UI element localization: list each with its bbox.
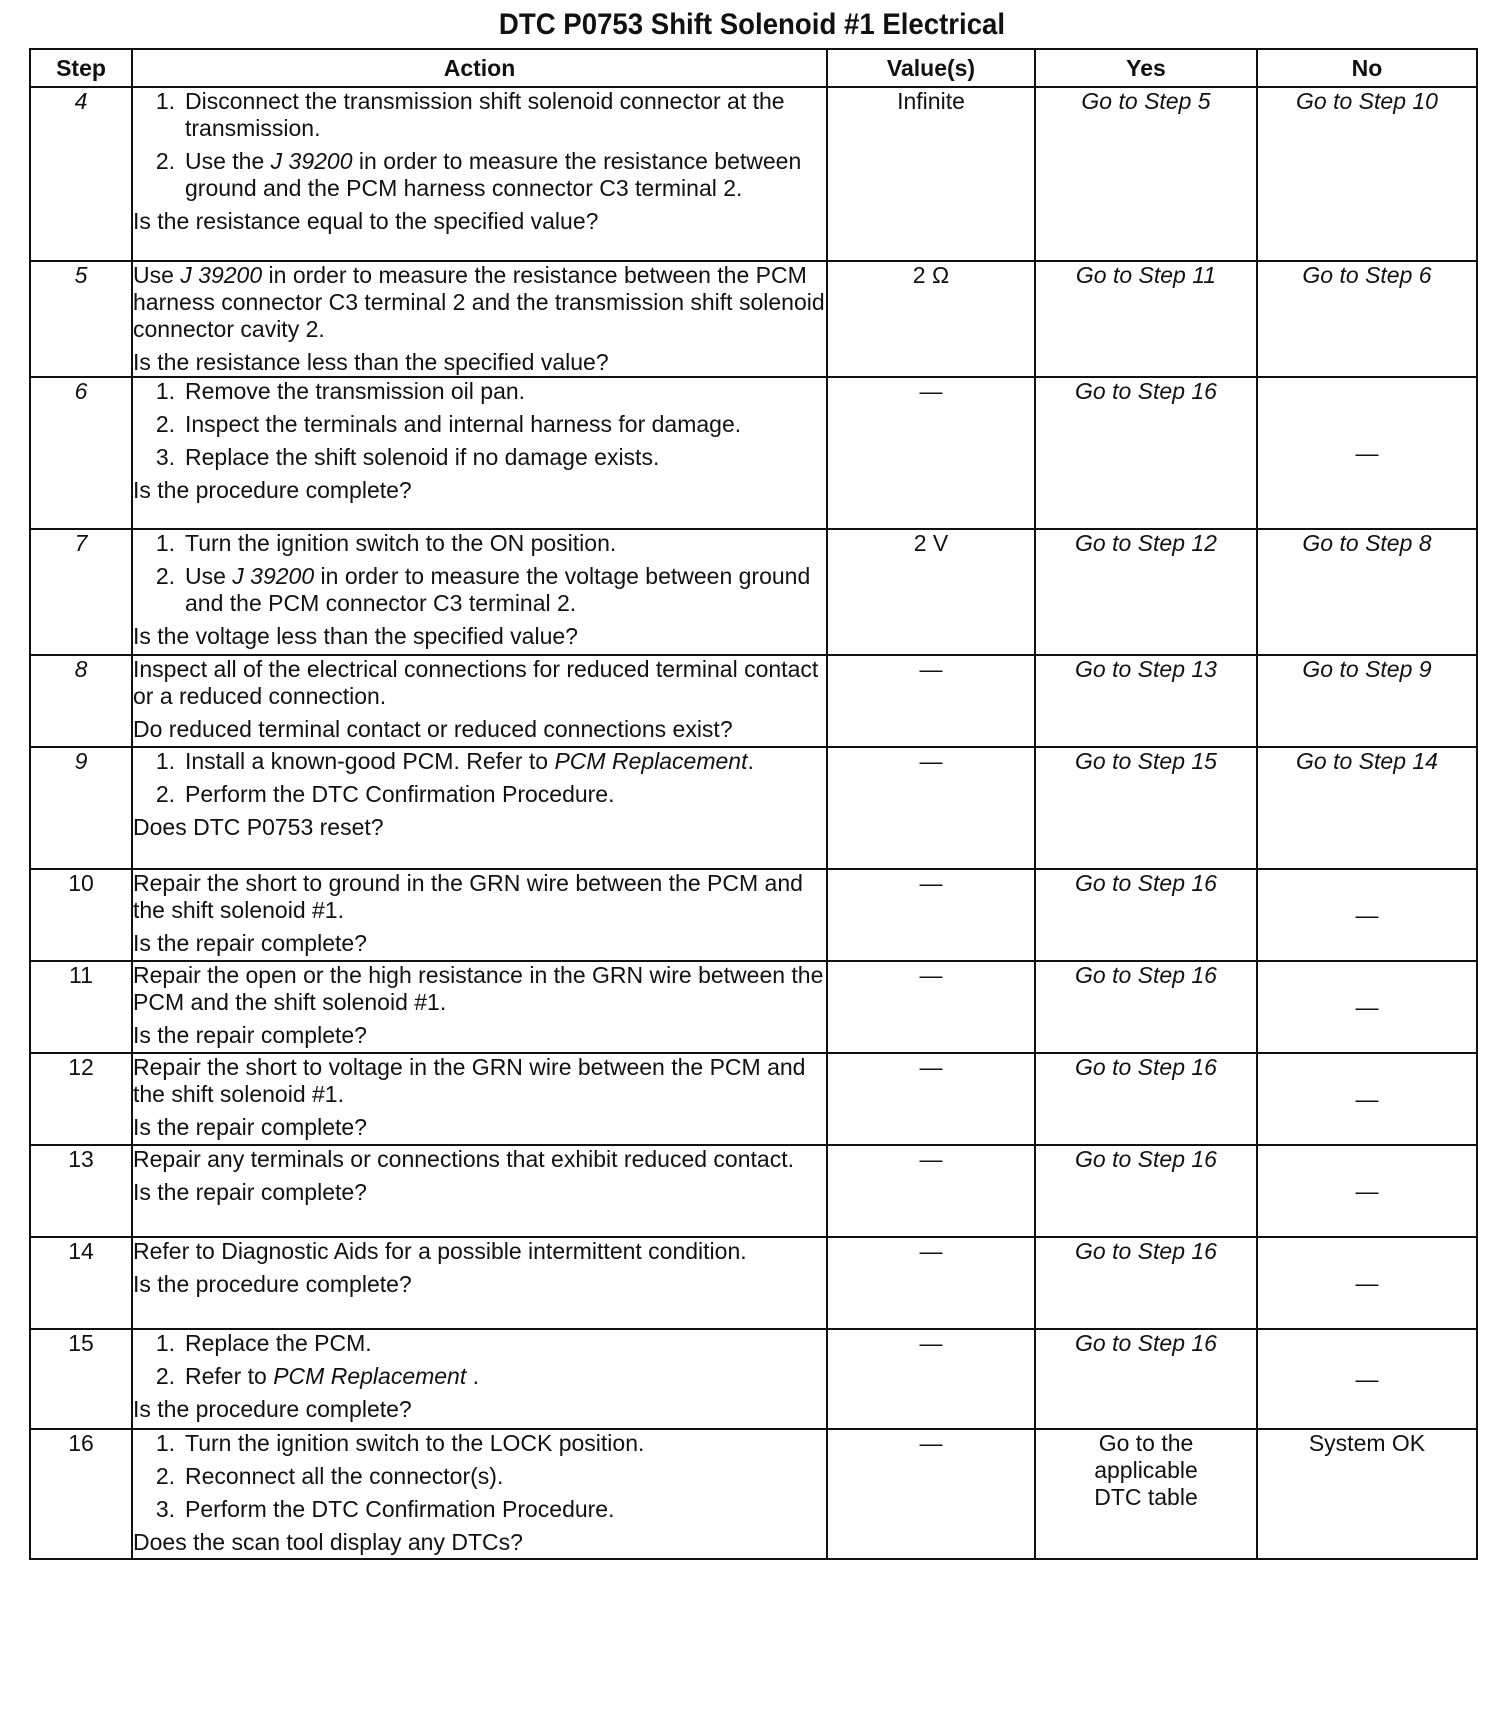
action-cell: [132, 261, 827, 377]
list-text: [185, 148, 826, 202]
value-cell: —: [827, 869, 1035, 961]
action-text-pre: Install a known-good PCM. Refer to: [185, 748, 555, 774]
value-cell: —: [827, 961, 1035, 1053]
action-text: Perform the DTC Confirmation Procedure.: [185, 1496, 615, 1522]
action-text-emphasis: J 39200: [180, 262, 263, 288]
action-text-pre: Use: [185, 563, 233, 589]
no-cell: —: [1257, 377, 1477, 529]
action-text-emphasis: J 39200: [232, 563, 315, 589]
action-list-item: [133, 1430, 826, 1457]
value-cell: —: [827, 655, 1035, 747]
table-row: [30, 1237, 1477, 1329]
diagnostic-table: [29, 48, 1478, 1560]
step-number: 16: [30, 1429, 132, 1559]
value-cell: 2 V: [827, 529, 1035, 655]
action-cell: [132, 87, 827, 261]
action-text: Inspect all of the electrical connections for reduced terminal contact or a reduced connection.: [133, 656, 819, 709]
action-text-emphasis: PCM Replacement: [554, 748, 748, 774]
action-text-pre: Refer to: [185, 1363, 274, 1389]
table-header-row: [30, 49, 1477, 87]
value-cell: —: [827, 1145, 1035, 1237]
action-cell: [132, 961, 827, 1053]
list-number: 1.: [155, 1330, 175, 1356]
action-list-item: [133, 378, 826, 405]
table-row: [30, 261, 1477, 377]
action-text: Disconnect the transmission shift solenoid connector at the transmission.: [185, 88, 785, 141]
action-text: Replace the PCM.: [185, 1330, 372, 1356]
action-list-item: [133, 444, 826, 471]
action-question: Is the repair complete?: [133, 1114, 367, 1140]
action-paragraph: [133, 656, 826, 710]
value-cell: —: [827, 1329, 1035, 1429]
action-list-item: [133, 748, 826, 775]
step-number: 7: [30, 529, 132, 655]
action-paragraph: [133, 962, 826, 1016]
action-question: Is the repair complete?: [133, 1179, 367, 1205]
list-number: 2.: [155, 781, 175, 807]
list-number: 1.: [155, 88, 175, 114]
header-step: Step: [30, 49, 132, 87]
step-number: 13: [30, 1145, 132, 1237]
action-list-item: [133, 781, 826, 808]
action-paragraph: [133, 262, 826, 343]
table-row: [30, 1329, 1477, 1429]
table-row: [30, 529, 1477, 655]
step-number: 11: [30, 961, 132, 1053]
no-cell: —: [1257, 1145, 1477, 1237]
table-row: [30, 1429, 1477, 1559]
action-cell: [132, 1329, 827, 1429]
yes-cell: Go to Step 13: [1035, 655, 1257, 747]
list-text: [185, 444, 826, 471]
action-text: Turn the ignition switch to the ON position.: [185, 530, 617, 556]
header-values: Value(s): [827, 49, 1035, 87]
action-question: Is the procedure complete?: [133, 1396, 412, 1422]
action-list-item: [133, 1463, 826, 1490]
step-number: 6: [30, 377, 132, 529]
action-list: [133, 1430, 826, 1523]
table-row: [30, 655, 1477, 747]
yes-cell: Go to Step 15: [1035, 747, 1257, 869]
yes-cell: Go to Step 16: [1035, 869, 1257, 961]
action-paragraph: [133, 1146, 826, 1173]
action-cell: [132, 1145, 827, 1237]
list-number: 2.: [155, 1463, 175, 1489]
action-list: [133, 378, 826, 471]
list-text: [185, 530, 826, 557]
table-row: [30, 377, 1477, 529]
table-row: [30, 87, 1477, 261]
step-number: 8: [30, 655, 132, 747]
list-text: [185, 1463, 826, 1490]
action-list-item: [133, 88, 826, 142]
action-text-post: in order to measure the voltage between ground and the PCM connector C3 terminal 2.: [185, 563, 811, 616]
yes-cell: Go to Step 5: [1035, 87, 1257, 261]
list-number: 1.: [155, 530, 175, 556]
action-text-emphasis: PCM Replacement: [273, 1363, 467, 1389]
step-number: 9: [30, 747, 132, 869]
table-row: [30, 1145, 1477, 1237]
list-text: [185, 781, 826, 808]
action-question: Is the resistance equal to the specified value?: [133, 208, 599, 234]
action-text-pre: Use the: [185, 148, 271, 174]
list-text: [185, 1330, 826, 1357]
list-number: 3.: [155, 444, 175, 470]
value-cell: —: [827, 1237, 1035, 1329]
action-text: Refer to Diagnostic Aids for a possible intermittent condition.: [133, 1238, 747, 1264]
action-paragraph: [133, 870, 826, 924]
action-cell: [132, 1237, 827, 1329]
header-yes: Yes: [1035, 49, 1257, 87]
action-cell: [132, 1429, 827, 1559]
action-question: Is the repair complete?: [133, 1022, 367, 1048]
list-text: [185, 563, 826, 617]
action-list-item: [133, 563, 826, 617]
action-text: Repair the open or the high resistance in the GRN wire between the PCM and the shift solenoid #1.: [133, 962, 824, 1015]
action-text: Repair the short to ground in the GRN wire between the PCM and the shift solenoid #1.: [133, 870, 803, 923]
action-text: Turn the ignition switch to the LOCK position.: [185, 1430, 645, 1456]
list-number: 2.: [155, 563, 175, 589]
table-row: [30, 869, 1477, 961]
action-question: Does the scan tool display any DTCs?: [133, 1529, 523, 1555]
no-cell: Go to Step 6: [1257, 261, 1477, 377]
action-text: Inspect the terminals and internal harness for damage.: [185, 411, 742, 437]
table-row: [30, 747, 1477, 869]
action-question: Is the procedure complete?: [133, 477, 412, 503]
action-text: Replace the shift solenoid if no damage exists.: [185, 444, 660, 470]
step-number: 14: [30, 1237, 132, 1329]
yes-cell: Go to Step 16: [1035, 377, 1257, 529]
table-row: [30, 961, 1477, 1053]
action-cell: [132, 655, 827, 747]
action-text-post: .: [466, 1363, 480, 1389]
action-list: [133, 1330, 826, 1390]
action-question: Is the voltage less than the specified value?: [133, 623, 578, 649]
no-cell: Go to Step 10: [1257, 87, 1477, 261]
value-cell: 2 Ω: [827, 261, 1035, 377]
list-text: [185, 1363, 826, 1390]
action-cell: [132, 869, 827, 961]
header-action: Action: [132, 49, 827, 87]
action-list-item: [133, 148, 826, 202]
step-number: 15: [30, 1329, 132, 1429]
action-text: Reconnect all the connector(s).: [185, 1463, 504, 1489]
action-paragraph: [133, 1054, 826, 1108]
list-number: 3.: [155, 1496, 175, 1522]
header-no: No: [1257, 49, 1477, 87]
yes-cell: Go to Step 16: [1035, 1053, 1257, 1145]
no-cell: Go to Step 8: [1257, 529, 1477, 655]
action-text: Repair any terminals or connections that exhibit reduced contact.: [133, 1146, 794, 1172]
action-text: Repair the short to voltage in the GRN wire between the PCM and the shift solenoid #1.: [133, 1054, 806, 1107]
action-question: Does DTC P0753 reset?: [133, 814, 384, 840]
no-cell: System OK: [1257, 1429, 1477, 1559]
no-cell: —: [1257, 1237, 1477, 1329]
no-cell: Go to Step 9: [1257, 655, 1477, 747]
step-number: 12: [30, 1053, 132, 1145]
value-cell: —: [827, 1053, 1035, 1145]
no-cell: —: [1257, 1329, 1477, 1429]
list-number: 2.: [155, 148, 175, 174]
action-text-emphasis: J 39200: [270, 148, 353, 174]
list-text: [185, 1496, 826, 1523]
no-cell: —: [1257, 961, 1477, 1053]
action-question: Is the repair complete?: [133, 930, 367, 956]
action-paragraph: [133, 1238, 826, 1265]
action-question: Is the resistance less than the specified value?: [133, 349, 609, 375]
list-text: [185, 748, 826, 775]
yes-cell: Go to the applicable DTC table: [1035, 1429, 1257, 1559]
yes-cell: Go to Step 16: [1035, 961, 1257, 1053]
action-cell: [132, 377, 827, 529]
list-text: [185, 1430, 826, 1457]
yes-cell: Go to Step 16: [1035, 1329, 1257, 1429]
action-text: Remove the transmission oil pan.: [185, 378, 526, 404]
yes-cell: Go to Step 12: [1035, 529, 1257, 655]
action-list-item: [133, 1496, 826, 1523]
list-number: 1.: [155, 378, 175, 404]
yes-cell: Go to Step 16: [1035, 1237, 1257, 1329]
list-text: [185, 411, 826, 438]
page-title: DTC P0753 Shift Solenoid #1 Electrical: [498, 8, 1006, 41]
no-cell: —: [1257, 1053, 1477, 1145]
no-cell: Go to Step 14: [1257, 747, 1477, 869]
action-list-item: [133, 411, 826, 438]
action-text-post: in order to measure the resistance between ground and the PCM harness connector C3 terminal 2.: [185, 148, 802, 201]
list-number: 1.: [155, 1430, 175, 1456]
action-cell: [132, 1053, 827, 1145]
list-number: 2.: [155, 411, 175, 437]
list-text: [185, 378, 826, 405]
action-cell: [132, 529, 827, 655]
value-cell: —: [827, 1429, 1035, 1559]
table-row: [30, 1053, 1477, 1145]
action-list: [133, 748, 826, 808]
step-number: 5: [30, 261, 132, 377]
yes-cell: Go to Step 16: [1035, 1145, 1257, 1237]
value-cell: —: [827, 377, 1035, 529]
action-text-post: .: [747, 748, 754, 774]
action-cell: [132, 747, 827, 869]
action-text: Perform the DTC Confirmation Procedure.: [185, 781, 615, 807]
step-number: 4: [30, 87, 132, 261]
action-question: Do reduced terminal contact or reduced connections exist?: [133, 716, 733, 742]
list-text: [185, 88, 826, 142]
list-number: 1.: [155, 748, 175, 774]
action-list: [133, 530, 826, 617]
value-cell: Infinite: [827, 87, 1035, 261]
action-question: Is the procedure complete?: [133, 1271, 412, 1297]
yes-cell: Go to Step 11: [1035, 261, 1257, 377]
action-list-item: [133, 1330, 826, 1357]
list-number: 2.: [155, 1363, 175, 1389]
action-list-item: [133, 1363, 826, 1390]
action-text-pre: Use: [133, 262, 181, 288]
step-number: 10: [30, 869, 132, 961]
action-list: [133, 88, 826, 202]
action-text-post: in order to measure the resistance between the PCM harness connector C3 terminal 2 and the transmission shift solenoid connector cavity 2.: [133, 262, 825, 342]
action-list-item: [133, 530, 826, 557]
no-cell: —: [1257, 869, 1477, 961]
value-cell: —: [827, 747, 1035, 869]
